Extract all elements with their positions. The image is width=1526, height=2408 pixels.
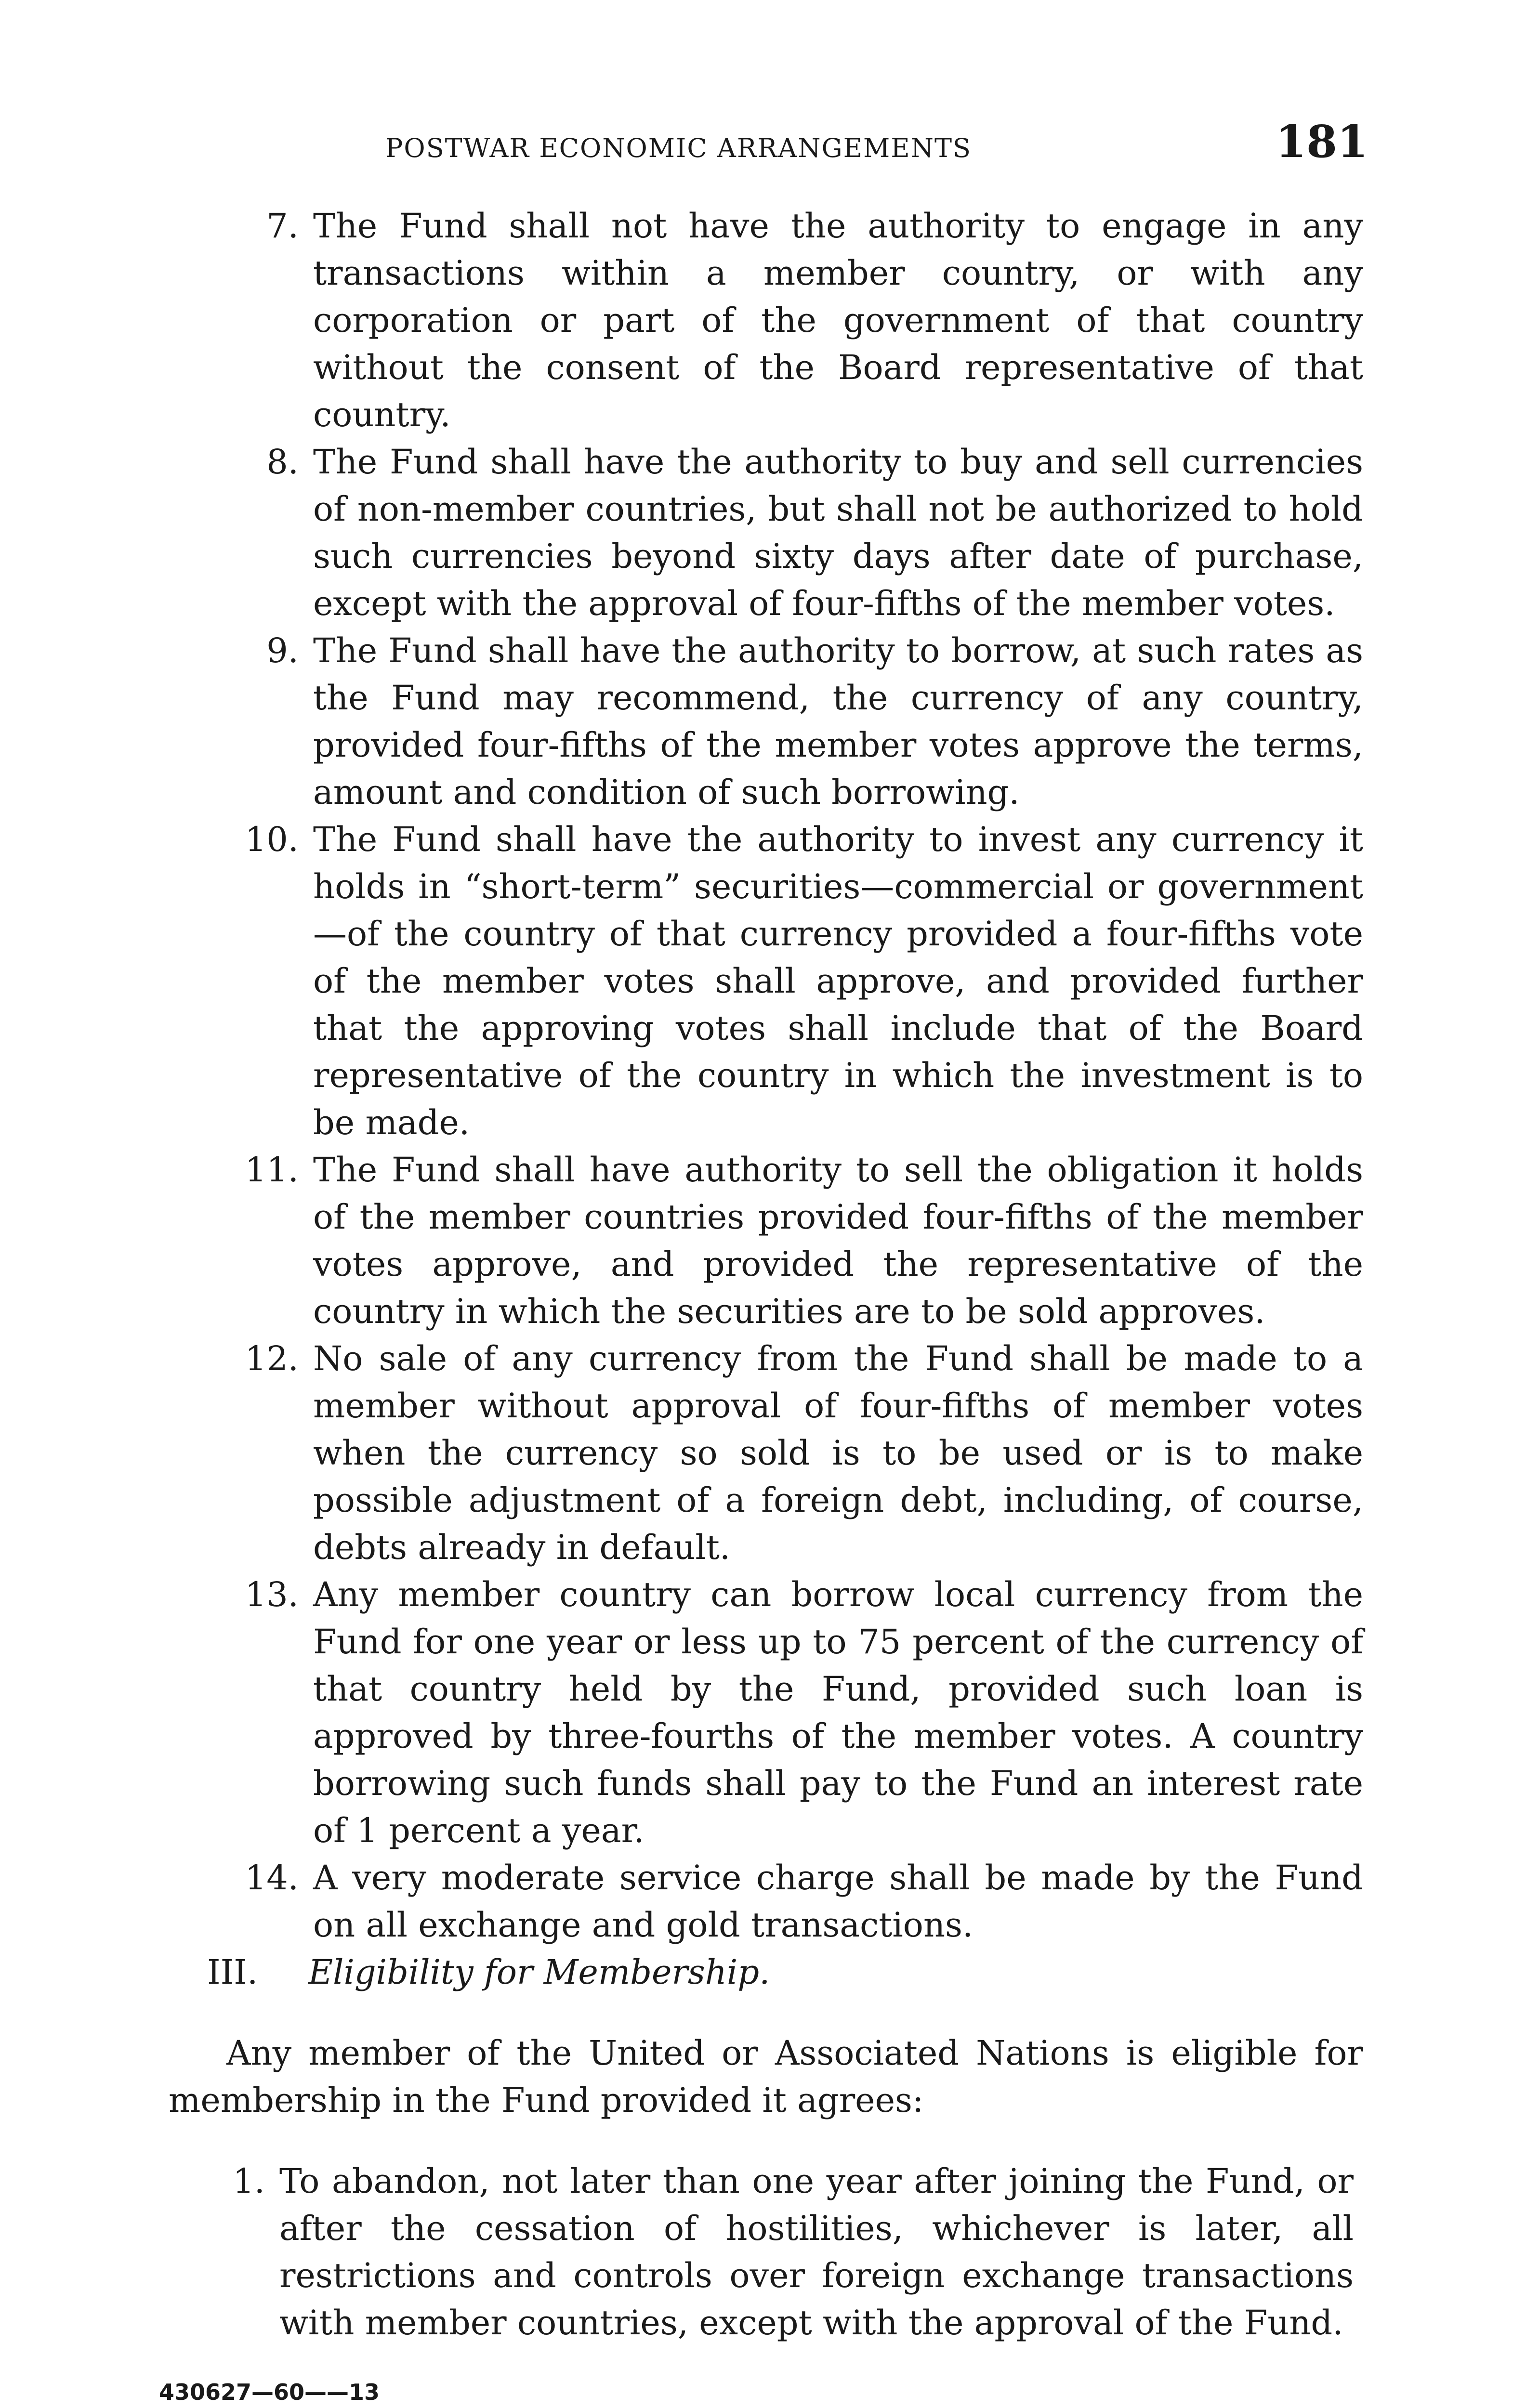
item-text: The Fund shall have the authority to borrow, at such rates as the Fund may recommend, the currency of any country, provided four-fifths of the member votes approve the terms, amount and condition of such borrowing.: [313, 631, 1363, 812]
page-header: [385, 116, 1368, 168]
list-item: [266, 438, 1363, 627]
item-number: 11.: [245, 1150, 299, 1190]
running-head: POSTWAR ECONOMIC ARRANGEMENTS: [385, 133, 972, 163]
item-text: To abandon, not later than one year after joining the Fund, or after the cessation of hostilities, whichever is later, all restrictions and controls over foreign exchange transactions with member countries, except with the approval of the Fund.: [279, 2161, 1354, 2343]
list-item: [245, 1571, 1363, 1854]
print-code: 430627—60——13: [159, 2379, 380, 2405]
list-item: [233, 2158, 1354, 2346]
item-text: The Fund shall have the authority to invest any currency it holds in “short-term” securities—commercial or government—of the country of that currency provided a four-fifths vote of the member votes shall approve, and provided further that the approving votes shall include that of the Board representative of the country in which the investment is to be made.: [313, 820, 1363, 1142]
item-number: 9.: [266, 631, 299, 670]
page-body: [0, 202, 1526, 2346]
section-list: [233, 2158, 1354, 2346]
item-text: The Fund shall have the authority to buy and sell currencies of non-member countries, but shall not be authorized to hold such currencies beyond sixty days after date of purchase, except with the approval of four-fifths of the member votes.: [313, 442, 1363, 623]
list-item: [245, 1146, 1363, 1335]
item-text: A very moderate service charge shall be made by the Fund on all exchange and gold transactions.: [313, 1858, 1363, 1945]
item-number: 14.: [245, 1858, 299, 1898]
section-numeral: III.: [207, 1952, 258, 1992]
provisions-list: [245, 202, 1363, 1949]
item-number: 1.: [233, 2161, 265, 2201]
item-text: No sale of any currency from the Fund shall be made to a member without approval of four-fifths of member votes when the currency so sold is to be used or is to make possible adjustment of a foreign debt, including, of course, debts already in default.: [313, 1339, 1363, 1567]
list-item: [266, 202, 1363, 438]
page-number: 181: [1275, 116, 1368, 168]
section-title: Eligibility for Membership.: [308, 1952, 770, 1992]
list-item: [245, 816, 1363, 1146]
section-intro: Any member of the United or Associated Nations is eligible for membership in the Fund provided it agrees:: [169, 2033, 1363, 2120]
item-text: Any member country can borrow local currency from the Fund for one year or less up to 75 percent of the currency of that country held by the Fund, provided such loan is approved by three-fourths of the member votes. A country borrowing such funds shall pay to the Fund an interest rate of 1 percent a year.: [313, 1575, 1363, 1850]
list-item: [245, 1335, 1363, 1571]
item-number: 7.: [266, 206, 299, 246]
item-text: The Fund shall have authority to sell the obligation it holds of the member countries provided four-fifths of the member votes approve, and provided the representative of the country in which the securities are to be sold approves.: [313, 1150, 1363, 1331]
section-heading: [207, 1949, 1363, 1996]
item-number: 12.: [245, 1339, 299, 1378]
item-text: The Fund shall not have the authority to engage in any transactions within a member country, or with any corporation or part of the government of that country without the consent of the Board representative of that country.: [313, 206, 1363, 434]
list-item: [266, 627, 1363, 816]
item-number: 13.: [245, 1575, 299, 1614]
item-number: 8.: [266, 442, 299, 482]
item-number: 10.: [245, 820, 299, 859]
list-item: [245, 1854, 1363, 1949]
